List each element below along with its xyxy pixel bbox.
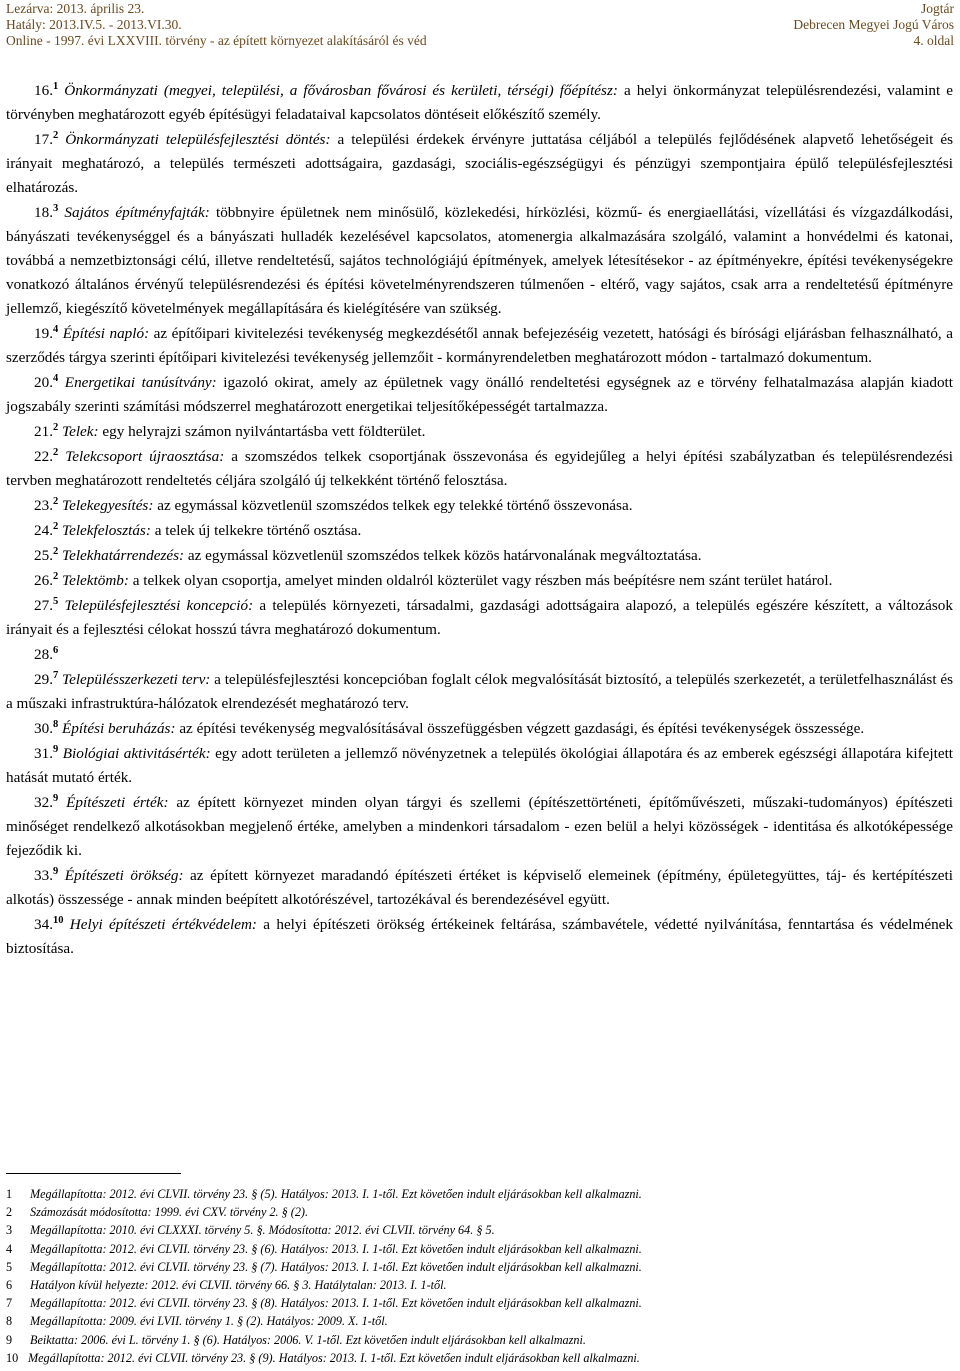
header-law-title: Online - 1997. évi LXXVIII. törvény - az épített környezet alakításáról és véd [6, 33, 427, 48]
definition-text: a szomszédos telkek csoportjának összevonása és egyidejűleg a helyi építési szabályzatban és településrendezési tervben meghatározott rendeltetés céljára szolgáló új telkekként történő felosztása. [6, 448, 953, 489]
footnote [6, 1312, 953, 1330]
footnote-ref[interactable]: 6 [52, 645, 59, 656]
definition-item [6, 913, 953, 961]
definition-text: a telek új telkekre történő osztása. [150, 522, 362, 539]
footnote [6, 1276, 953, 1294]
item-number: 32. [34, 794, 53, 811]
defined-term: Építési napló: [62, 325, 150, 342]
definition-text: igazoló okirat, amely az épületnek vagy önálló rendeltetési egységnek az e törvény felhatalmazása alapján kiadott jogszabály szerinti számítási módszerrel meghatározott energetikai teljesítőképességét tartalmazza. [6, 374, 953, 415]
footnote-ref[interactable]: 9 [52, 866, 59, 877]
header-municipality: Debrecen Megyei Jogú Város [793, 17, 954, 32]
header-page-number: 4. oldal [913, 33, 954, 48]
item-number: 16. [34, 82, 53, 99]
definition-text: a településfejlesztési koncepcióban foglalt célok megvalósítását biztosító, a település szerkezetét, a területfelhasználást és a műszaki infrastruktúra-hálózatok elrendezését meghatározó terv. [6, 671, 954, 712]
definition-item [6, 371, 953, 419]
footnote-text: Megállapította: 2009. évi LVII. törvény 1. § (2). Hatályos: 2009. X. 1-től. [30, 1314, 388, 1329]
footnote-text: Beiktatta: 2006. évi L. törvény 1. § (6). Hatályos: 2006. V. 1-től. Ezt követően indult eljárásokban kell alkalmazni. [30, 1332, 586, 1347]
footnote-ref[interactable]: 1 [52, 81, 59, 92]
header-validity: Hatály: 2013.IV.5. - 2013.VI.30. [6, 17, 182, 32]
defined-term: Sajátos építményfajták: [64, 204, 210, 221]
footnote-text: Megállapította: 2012. évi CLVII. törvény 23. § (9). Hatályos: 2013. I. 1-től. Ezt követően indult eljárásokban kell alkalmazni. [28, 1350, 640, 1365]
footnote-divider [6, 1173, 181, 1174]
item-number: 29. [34, 671, 53, 688]
footnote [6, 1221, 953, 1239]
footnote-ref[interactable]: 9 [52, 744, 59, 755]
definition-text: többnyire épületnek nem minősülő, közlekedési, hírközlési, közmű- és energiaellátási, vízellátási és vízgazdálkodási, bányászati tevékenységgel és a bányászati hulladék kezelésével kapcsolatos, atomenergia alkalmazására szolgáló, valamint a honvédelmi és katonai, továbbá a nemzetbiztonsági célú, illetve rendeltetésű, sajátos technológiájú építmények, amelyek létesítésekor - az építményekre, építési tevékenységekre vonatkozó általános érvényű településrendezési és építési követelményrendszeren túlmenően - eltérő, vagy sajátos, csak arra a rendeltetésű építményre jellemző, kiegészítő követelmények megállapítására és kielégítésére van szükség. [6, 204, 954, 317]
definition-item [6, 569, 953, 593]
defined-term: Energetikai tanúsítvány: [64, 374, 217, 391]
footnote [6, 1294, 953, 1312]
footnote-number: 4 [6, 1241, 13, 1256]
item-number: 30. [34, 720, 53, 737]
footnote-text: Megállapította: 2010. évi CLXXXI. törvény 5. §. Módosította: 2012. évi CLVII. törvény 64. § 5. [30, 1223, 495, 1238]
item-number: 27. [34, 597, 53, 614]
footnotes [6, 1185, 953, 1367]
header-right [793, 1, 954, 49]
definition-text: egy adott területen a jellemző növényzetnek a település ökológiai állapotára és az emberek egészségi állapotára kifejtett hatását mutató érték. [6, 745, 954, 786]
footnote-ref[interactable]: 2 [52, 422, 59, 433]
footnote-ref[interactable]: 5 [52, 596, 59, 607]
defined-term: Településfejlesztési koncepció: [64, 597, 254, 614]
definition-item [6, 594, 953, 642]
item-number: 22. [34, 448, 53, 465]
footnote-number: 6 [6, 1278, 13, 1293]
defined-term: Telek: [62, 423, 99, 440]
definition-item [6, 519, 953, 543]
item-number: 20. [34, 374, 53, 391]
footnote-ref[interactable]: 9 [52, 793, 59, 804]
footnote [6, 1258, 953, 1276]
definition-item [6, 643, 953, 667]
footnote [6, 1203, 953, 1221]
footnote-ref[interactable]: 2 [52, 571, 59, 582]
defined-term: Telektömb: [62, 572, 129, 589]
item-number: 18. [34, 204, 53, 221]
definition-item [6, 79, 953, 127]
definition-item [6, 201, 953, 321]
footnote-number: 3 [6, 1223, 13, 1238]
footnote-number: 2 [6, 1205, 13, 1220]
item-number: 21. [34, 423, 53, 440]
footnote-ref[interactable]: 4 [52, 373, 59, 384]
footnote-ref[interactable]: 2 [52, 546, 59, 557]
footnote-ref[interactable]: 2 [52, 447, 59, 458]
definition-text: az egymással közvetlenül szomszédos telkek egy telekké történő összevonása. [153, 497, 633, 514]
item-number: 28. [34, 646, 53, 663]
definition-item [6, 864, 953, 912]
item-number: 33. [34, 867, 53, 884]
defined-term: Önkormányzati (megyei, települési, a fővárosban fővárosi és kerületi, térségi) főépítész: [64, 82, 618, 99]
footnote-ref[interactable]: 2 [52, 496, 59, 507]
definition-text: a helyi önkormányzat településrendezési, valamint e törvényben meghatározott egyéb építésügyi feladataival kapcsolatos döntéseit előkészítő személy. [6, 82, 953, 123]
item-number: 26. [34, 572, 53, 589]
footnote-text: Hatályon kívül helyezte: 2012. évi CLVII. törvény 66. § 3. Hatálytalan: 2013. I. 1-től. [30, 1278, 447, 1293]
header-closed-date: Lezárva: 2013. április 23. [6, 1, 145, 16]
definition-text: az épített környezet maradandó építészeti értéket is képviselő elemeinek (építmény, épületegyüttes, táj- és kertépítészeti alkotás) összessége - annak minden beépített alkotórészével, tartozékával és berendezésével együtt. [6, 867, 953, 908]
footnote [6, 1331, 953, 1349]
definition-text: a telkek olyan csoportja, amelyet minden oldalról közterület vagy részben más beépítésre nem szánt terület határol. [128, 572, 833, 589]
footnote-ref[interactable]: 8 [52, 719, 59, 730]
defined-term: Telekcsoport újraosztása: [65, 448, 225, 465]
footnote-text: Számozását módosította: 1999. évi CXV. törvény 2. § (2). [30, 1205, 309, 1220]
footnote [6, 1240, 953, 1258]
definition-text: a helyi építészeti örökség értékeinek feltárása, számbavétele, védetté nyilvánítása, fenntartása és védelmének biztosítása. [6, 916, 953, 957]
item-number: 23. [34, 497, 53, 514]
footnote-ref[interactable]: 3 [52, 203, 59, 214]
definition-text: a települési érdekek érvényre juttatása céljából a település fejlődésének alapvető lehetőségeit és irányait meghatározó, a település természeti adottságaira, gazdasági, szociális-egészségügyi és pénzügyi szempontjaira épülő településfejlesztési elhatározás. [6, 131, 954, 196]
defined-term: Építészeti örökség: [64, 867, 184, 884]
footnote-ref[interactable]: 10 [52, 915, 64, 926]
definition-item [6, 742, 953, 790]
definition-item [6, 668, 953, 716]
footnote-number: 10 [6, 1350, 19, 1365]
footnote-number: 8 [6, 1314, 13, 1329]
defined-term: Építési beruházás: [62, 720, 176, 737]
defined-term: Önkormányzati településfejlesztési döntés: [65, 131, 331, 148]
footnote-text: Megállapította: 2012. évi CLVII. törvény 23. § (7). Hatályos: 2013. I. 1-től. Ezt követően indult eljárásokban kell alkalmazni. [30, 1259, 642, 1274]
item-number: 31. [34, 745, 53, 762]
definition-item [6, 494, 953, 518]
footnote-text: Megállapította: 2012. évi CLVII. törvény 23. § (8). Hatályos: 2013. I. 1-től. Ezt követően indult eljárásokban kell alkalmazni. [30, 1296, 642, 1311]
page-header [6, 0, 954, 52]
item-number: 34. [34, 916, 53, 933]
defined-term: Biológiai aktivitásérték: [62, 745, 211, 762]
definition-item [6, 420, 953, 444]
item-number: 24. [34, 522, 53, 539]
footnote-ref[interactable]: 2 [52, 130, 59, 141]
footnote-number: 5 [6, 1259, 13, 1274]
definition-item [6, 128, 953, 200]
footnote-text: Megállapította: 2012. évi CLVII. törvény 23. § (5). Hatályos: 2013. I. 1-től. Ezt követően indult eljárásokban kell alkalmazni. [30, 1187, 642, 1201]
item-number: 25. [34, 547, 53, 564]
header-brand: Jogtár [921, 1, 954, 16]
defined-term: Helyi építészeti értékvédelem: [69, 916, 257, 933]
footnote-ref[interactable]: 2 [52, 521, 59, 532]
footnote-number: 7 [6, 1296, 13, 1311]
footnote [6, 1349, 953, 1367]
defined-term: Telekhatárrendezés: [62, 547, 185, 564]
footnote-text: Megállapította: 2012. évi CLVII. törvény 23. § (6). Hatályos: 2013. I. 1-től. Ezt követően indult eljárásokban kell alkalmazni. [30, 1241, 642, 1256]
definition-text: az épített környezet minden olyan tárgyi és szellemi (építészettörténeti, építőművészeti, műszaki-tudományos) építészeti minőséget rendelkező alkotásokban megjelenő értéke, amelyben a mindenkori társadalom - ezen belül a helyi közösségek - identitása és alkotóképessége fejeződik ki. [6, 794, 953, 859]
header-left [6, 1, 427, 49]
item-number: 17. [34, 131, 53, 148]
definition-item [6, 544, 953, 568]
definition-text: az egymással közvetlenül szomszédos telkek közös határvonalának megváltoztatása. [184, 547, 702, 564]
footnote [6, 1185, 953, 1203]
definition-text: a település környezeti, társadalmi, gazdasági adottságaira alapozó, a település egészére készített, a változások irányait és a fejlesztési célokat hosszú távra meghatározó dokumentum. [6, 597, 953, 638]
definition-item [6, 445, 953, 493]
definition-item [6, 791, 953, 863]
footnote-number: 1 [6, 1187, 13, 1201]
footnote-ref[interactable]: 7 [52, 670, 59, 681]
definition-text: az építőipari kivitelezési tevékenység megkezdésétől annak befejezéséig vezetett, hatósági és bírósági eljárásban felhasználható, a szerződés tárgya szerinti építőipari kivitelezési tevékenység jellemzőit - kormányrendeletben meghatározott módon - tartalmazó dokumentum. [6, 325, 953, 366]
definition-text: egy helyrajzi számon nyilvántartásba vett földterület. [98, 423, 426, 440]
definition-text: az építési tevékenység megvalósításával összefüggésben végzett gazdasági, és építési tevékenységek összessége. [175, 720, 865, 737]
footnote-ref[interactable]: 4 [52, 324, 59, 335]
defined-term: Telekfelosztás: [62, 522, 151, 539]
defined-term: Településszerkezeti terv: [62, 671, 211, 688]
defined-term: Építészeti érték: [66, 794, 169, 811]
defined-term: Telekegyesítés: [62, 497, 154, 514]
item-number: 19. [34, 325, 53, 342]
definition-item [6, 717, 953, 741]
footnote-number: 9 [6, 1332, 13, 1347]
definitions-list [6, 79, 953, 961]
definition-item [6, 322, 953, 370]
